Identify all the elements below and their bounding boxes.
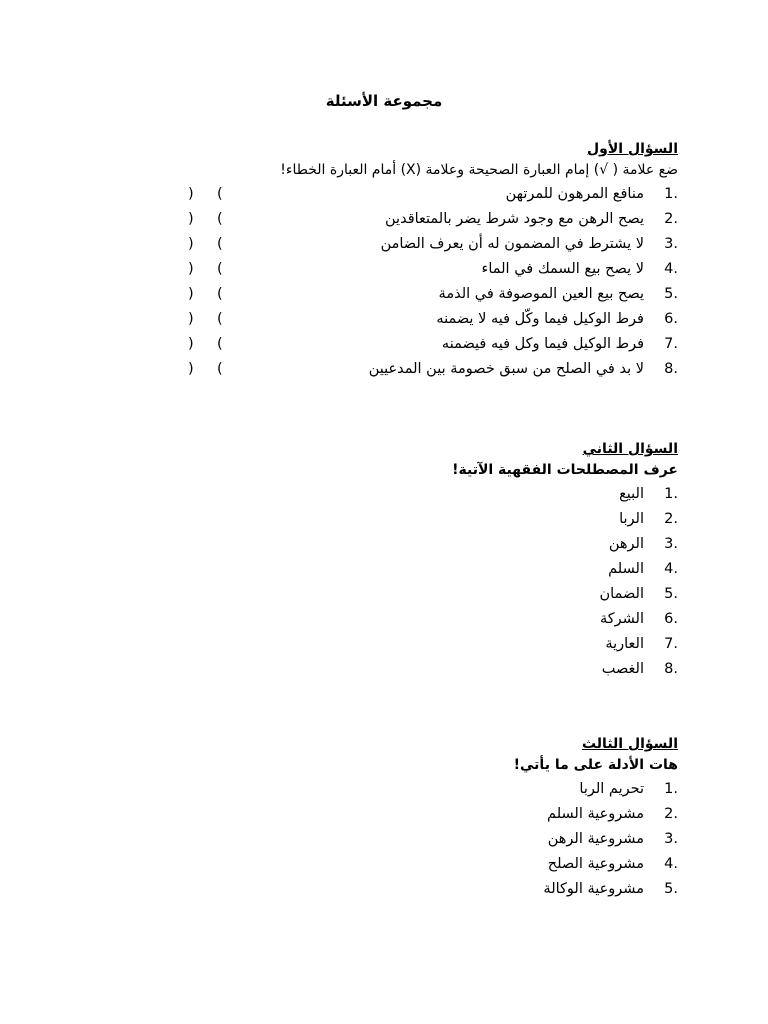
answer-paren-open: ( xyxy=(217,236,223,252)
answer-paren-open: ( xyxy=(217,361,223,377)
item-text: فرط الوكيل فيما وكّل فيه لا يضمنه xyxy=(436,311,644,327)
question-1-instruction: ضع علامة ( √) إمام العبارة الصحيحة وعلامة (X) أمام العبارة الخطاء! xyxy=(280,162,678,178)
item-number: 7. xyxy=(664,336,678,352)
list-item xyxy=(88,207,678,232)
answer-paren-close: ) xyxy=(188,361,194,377)
item-number: 2. xyxy=(664,806,678,822)
answer-paren-close: ) xyxy=(188,311,194,327)
item-number: 4. xyxy=(664,561,678,577)
item-number: 7. xyxy=(664,636,678,652)
question-3-instruction: هات الأدلة على ما يأتي! xyxy=(513,757,678,773)
question-2-section xyxy=(178,438,678,682)
question-3-section xyxy=(178,733,678,902)
item-number: 6. xyxy=(664,311,678,327)
list-item xyxy=(178,632,678,657)
item-number: 1. xyxy=(664,186,678,202)
item-text: مشروعية الوكالة xyxy=(543,881,644,897)
item-number: 6. xyxy=(664,611,678,627)
list-item xyxy=(178,777,678,802)
item-number: 4. xyxy=(664,261,678,277)
item-text: الغصب xyxy=(601,661,644,677)
item-text: الربا xyxy=(619,511,644,527)
item-text: الرهن xyxy=(608,536,644,552)
item-text: مشروعية الرهن xyxy=(547,831,644,847)
list-item xyxy=(88,232,678,257)
list-item xyxy=(178,582,678,607)
item-number: 8. xyxy=(664,661,678,677)
list-item xyxy=(178,877,678,902)
item-text: فرط الوكيل فيما وكل فيه فيضمنه xyxy=(441,336,644,352)
list-item xyxy=(178,802,678,827)
question-1-section xyxy=(88,138,678,382)
list-item xyxy=(88,307,678,332)
list-item xyxy=(178,557,678,582)
item-number: 5. xyxy=(664,586,678,602)
answer-paren-open: ( xyxy=(217,286,223,302)
item-number: 8. xyxy=(664,361,678,377)
list-item xyxy=(178,507,678,532)
question-2-instruction: عرف المصطلحات الفقهية الآتية! xyxy=(452,462,678,478)
item-text: السلم xyxy=(608,561,644,577)
item-number: 4. xyxy=(664,856,678,872)
answer-paren-close: ) xyxy=(188,236,194,252)
list-item xyxy=(88,282,678,307)
item-text: لا يصح بيع السمك في الماء xyxy=(481,261,644,277)
item-number: 3. xyxy=(664,831,678,847)
list-item xyxy=(88,182,678,207)
answer-paren-open: ( xyxy=(217,311,223,327)
question-1-heading: السؤال الأول xyxy=(587,141,678,157)
page-title: مجموعة الأسئلة xyxy=(325,92,443,110)
item-text: يصح الرهن مع وجود شرط يضر بالمتعاقدين xyxy=(385,211,644,227)
list-item xyxy=(88,357,678,382)
list-item xyxy=(178,532,678,557)
item-text: لا يشترط في المضمون له أن يعرف الضامن xyxy=(380,236,644,252)
item-text: يصح بيع العين الموصوفة في الذمة xyxy=(438,286,644,302)
item-number: 3. xyxy=(664,536,678,552)
question-2-heading: السؤال الثاني xyxy=(582,441,678,457)
answer-paren-close: ) xyxy=(188,336,194,352)
answer-paren-open: ( xyxy=(217,211,223,227)
item-number: 5. xyxy=(664,881,678,897)
item-text: تحريم الربا xyxy=(579,781,644,797)
item-text: منافع المرهون للمرتهن xyxy=(505,186,644,202)
item-number: 2. xyxy=(664,511,678,527)
item-number: 1. xyxy=(664,781,678,797)
item-text: الضمان xyxy=(599,586,644,602)
item-number: 1. xyxy=(664,486,678,502)
item-text: مشروعية السلم xyxy=(547,806,644,822)
item-text: الشركة xyxy=(599,611,644,627)
question-3-heading: السؤال الثالث xyxy=(581,736,678,752)
item-text: البيع xyxy=(619,486,644,502)
answer-paren-close: ) xyxy=(188,186,194,202)
item-number: 5. xyxy=(664,286,678,302)
list-item xyxy=(178,607,678,632)
answer-paren-open: ( xyxy=(217,336,223,352)
answer-paren-close: ) xyxy=(188,286,194,302)
item-number: 2. xyxy=(664,211,678,227)
list-item xyxy=(88,332,678,357)
answer-paren-close: ) xyxy=(188,211,194,227)
item-text: مشروعية الصلح xyxy=(547,856,644,872)
list-item xyxy=(178,657,678,682)
list-item xyxy=(88,257,678,282)
list-item xyxy=(178,852,678,877)
list-item xyxy=(178,482,678,507)
item-text: العارية xyxy=(605,636,644,652)
answer-paren-open: ( xyxy=(217,186,223,202)
item-number: 3. xyxy=(664,236,678,252)
answer-paren-open: ( xyxy=(217,261,223,277)
list-item xyxy=(178,827,678,852)
item-text: لا بد في الصلح من سبق خصومة بين المدعيين xyxy=(368,361,644,377)
answer-paren-close: ) xyxy=(188,261,194,277)
